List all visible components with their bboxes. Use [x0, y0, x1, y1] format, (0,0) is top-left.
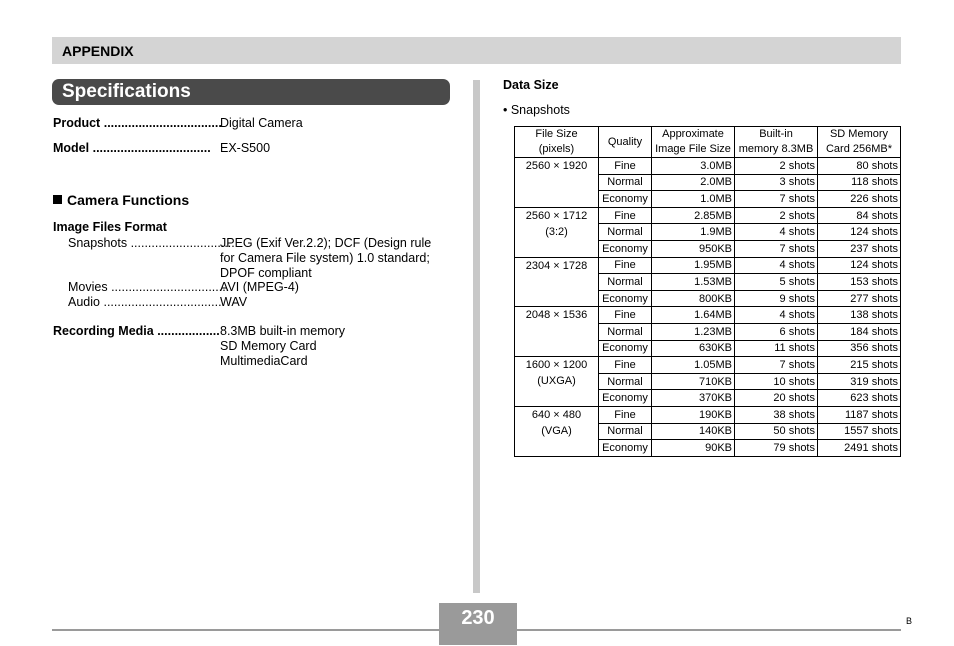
cell-file-size: [515, 307, 599, 357]
cell-builtin: 11 shots: [735, 340, 818, 357]
camera-functions-heading: [53, 192, 189, 208]
cell-builtin: 20 shots: [735, 390, 818, 407]
cell-quality: Normal: [599, 323, 652, 340]
cell-quality: Fine: [599, 357, 652, 374]
cell-quality: Fine: [599, 307, 652, 324]
cell-file-size: [515, 158, 599, 208]
cell-file-size-value: 1.95MB: [652, 257, 735, 274]
page-title-bar: [52, 79, 450, 105]
th-approx: [652, 127, 735, 158]
cell-quality: Economy: [599, 390, 652, 407]
th-sd-line: Card 256MB*: [825, 143, 893, 155]
snapshots-value-line: JPEG (Exif Ver.2.2); DCF (Design rule: [220, 236, 432, 250]
cell-quality: Economy: [599, 440, 652, 457]
cell-sd: 623 shots: [818, 390, 901, 407]
cell-sd: 84 shots: [818, 207, 901, 224]
table-body: [515, 158, 901, 457]
cell-quality: Normal: [599, 373, 652, 390]
cell-quality: Economy: [599, 191, 652, 208]
snapshots-value-line: DPOF compliant: [220, 266, 312, 280]
cell-file-size-value: 140KB: [652, 423, 735, 440]
cell-sd: 184 shots: [818, 323, 901, 340]
cell-file-size-value: 2.0MB: [652, 174, 735, 191]
cell-file-size-line: (3:2): [545, 225, 568, 238]
movies-value: AVI (MPEG-4): [220, 280, 299, 294]
cell-file-size-value: 710KB: [652, 373, 735, 390]
snapshots-label: Snapshots: [68, 236, 128, 250]
cell-sd: 153 shots: [818, 274, 901, 291]
cell-file-size-value: 800KB: [652, 290, 735, 307]
image-files-format-label: Image Files Format: [53, 220, 167, 234]
cell-builtin: 9 shots: [735, 290, 818, 307]
table-row: [515, 307, 901, 324]
cell-quality: Economy: [599, 290, 652, 307]
data-size-heading: Data Size: [503, 78, 559, 92]
cell-sd: 1187 shots: [818, 406, 901, 423]
cell-file-size: [515, 207, 599, 257]
cell-sd: 138 shots: [818, 307, 901, 324]
cell-quality: Fine: [599, 158, 652, 175]
movies-label: Movies: [68, 280, 108, 294]
table-header-row: [515, 127, 901, 158]
th-approx-line: Approximate: [662, 128, 724, 140]
page-number-box: [439, 603, 517, 645]
th-builtin-line: Built-in: [759, 128, 793, 140]
cell-builtin: 7 shots: [735, 191, 818, 208]
cell-builtin: 79 shots: [735, 440, 818, 457]
cell-quality: Normal: [599, 274, 652, 291]
cell-sd: 356 shots: [818, 340, 901, 357]
th-file-size-line: (pixels): [538, 143, 575, 155]
cell-quality: Normal: [599, 224, 652, 241]
product-value: Digital Camera: [220, 116, 303, 130]
cell-builtin: 38 shots: [735, 406, 818, 423]
cell-builtin: 50 shots: [735, 423, 818, 440]
cell-file-size-value: 1.0MB: [652, 191, 735, 208]
square-bullet-icon: [53, 195, 62, 204]
cell-file-size-value: 1.23MB: [652, 323, 735, 340]
corner-mark: B: [906, 616, 913, 626]
table-row: [515, 406, 901, 423]
cell-sd: 1557 shots: [818, 423, 901, 440]
cell-builtin: 2 shots: [735, 207, 818, 224]
cell-file-size-value: 1.53MB: [652, 274, 735, 291]
cell-file-size-value: 1.9MB: [652, 224, 735, 241]
cell-builtin: 4 shots: [735, 257, 818, 274]
cell-builtin: 4 shots: [735, 307, 818, 324]
audio-label: Audio: [68, 295, 100, 309]
snapshots-dots: ..............................: [130, 236, 235, 250]
table-row: [515, 257, 901, 274]
snapshots-bullet: • Snapshots: [503, 103, 570, 117]
cell-sd: 215 shots: [818, 357, 901, 374]
th-builtin-line: memory 8.3MB: [738, 143, 814, 155]
cell-file-size-line: (UXGA): [537, 375, 576, 388]
section-title: APPENDIX: [62, 43, 134, 59]
model-dots: ..................................: [92, 141, 211, 155]
cell-file-size-line: 1600 × 1200: [525, 359, 588, 372]
audio-dots: ..................................: [103, 295, 222, 309]
cell-quality: Economy: [599, 340, 652, 357]
cell-sd: 319 shots: [818, 373, 901, 390]
cell-file-size-line: 640 × 480: [531, 408, 582, 421]
camera-functions-label: Camera Functions: [67, 192, 190, 208]
model-value: EX-S500: [220, 141, 271, 155]
movies-dots: ..................................: [111, 280, 230, 294]
cell-file-size-line: 2560 × 1712: [525, 209, 588, 222]
th-sd: [818, 127, 901, 158]
recording-media-label: Recording Media: [53, 324, 154, 338]
cell-builtin: 4 shots: [735, 224, 818, 241]
cell-quality: Normal: [599, 174, 652, 191]
th-quality: Quality: [599, 127, 652, 158]
cell-builtin: 2 shots: [735, 158, 818, 175]
section-header: [52, 37, 901, 64]
page-number: 230: [461, 607, 495, 629]
recording-media-dots: ..................: [157, 324, 220, 338]
cell-file-size: [515, 406, 599, 456]
cell-file-size-line: (VGA): [541, 424, 572, 437]
cell-file-size-line: 2560 × 1920: [525, 160, 588, 172]
model-label: Model: [53, 141, 90, 155]
cell-sd: 118 shots: [818, 174, 901, 191]
cell-builtin: 10 shots: [735, 373, 818, 390]
cell-quality: Normal: [599, 423, 652, 440]
cell-builtin: 3 shots: [735, 174, 818, 191]
cell-quality: Fine: [599, 207, 652, 224]
cell-builtin: 7 shots: [735, 240, 818, 257]
cell-file-size-value: 2.85MB: [652, 207, 735, 224]
product-label: Product: [53, 116, 101, 130]
cell-file-size: [515, 257, 599, 307]
cell-quality: Economy: [599, 240, 652, 257]
table-row: [515, 158, 901, 175]
cell-file-size-value: 630KB: [652, 340, 735, 357]
th-approx-line: Image File Size: [655, 143, 731, 155]
recording-media-line: SD Memory Card: [220, 339, 317, 353]
th-file-size: [515, 127, 599, 158]
cell-sd: 124 shots: [818, 257, 901, 274]
table-row: [515, 357, 901, 374]
cell-file-size-line: 2048 × 1536: [525, 309, 588, 322]
snapshots-value-line: for Camera File system) 1.0 standard;: [220, 251, 430, 265]
recording-media-value: [220, 324, 460, 369]
table-row: [515, 207, 901, 224]
cell-file-size-value: 950KB: [652, 240, 735, 257]
cell-file-size-line: 2304 × 1728: [525, 259, 588, 272]
recording-media-line: 8.3MB built-in memory: [220, 324, 346, 338]
cell-quality: Fine: [599, 257, 652, 274]
page-title: Specifications: [62, 81, 191, 102]
cell-sd: 237 shots: [818, 240, 901, 257]
cell-file-size-value: 3.0MB: [652, 158, 735, 175]
cell-file-size-value: 1.05MB: [652, 357, 735, 374]
recording-media-line: MultimediaCard: [220, 354, 308, 368]
cell-sd: 226 shots: [818, 191, 901, 208]
cell-file-size-value: 1.64MB: [652, 307, 735, 324]
snapshots-value: [220, 236, 460, 281]
product-dots: ..................................: [103, 116, 222, 130]
th-file-size-line: File Size: [535, 128, 578, 140]
cell-sd: 80 shots: [818, 158, 901, 175]
data-size-table: [514, 126, 901, 457]
cell-sd: 124 shots: [818, 224, 901, 241]
cell-file-size-value: 190KB: [652, 406, 735, 423]
cell-sd: 2491 shots: [818, 440, 901, 457]
cell-builtin: 6 shots: [735, 323, 818, 340]
cell-file-size-value: 90KB: [652, 440, 735, 457]
cell-builtin: 5 shots: [735, 274, 818, 291]
audio-value: WAV: [220, 295, 248, 309]
th-sd-line: SD Memory: [829, 128, 889, 140]
cell-file-size: [515, 357, 599, 407]
cell-quality: Fine: [599, 406, 652, 423]
column-divider: [473, 80, 480, 593]
cell-builtin: 7 shots: [735, 357, 818, 374]
cell-file-size-value: 370KB: [652, 390, 735, 407]
cell-sd: 277 shots: [818, 290, 901, 307]
th-builtin: [735, 127, 818, 158]
